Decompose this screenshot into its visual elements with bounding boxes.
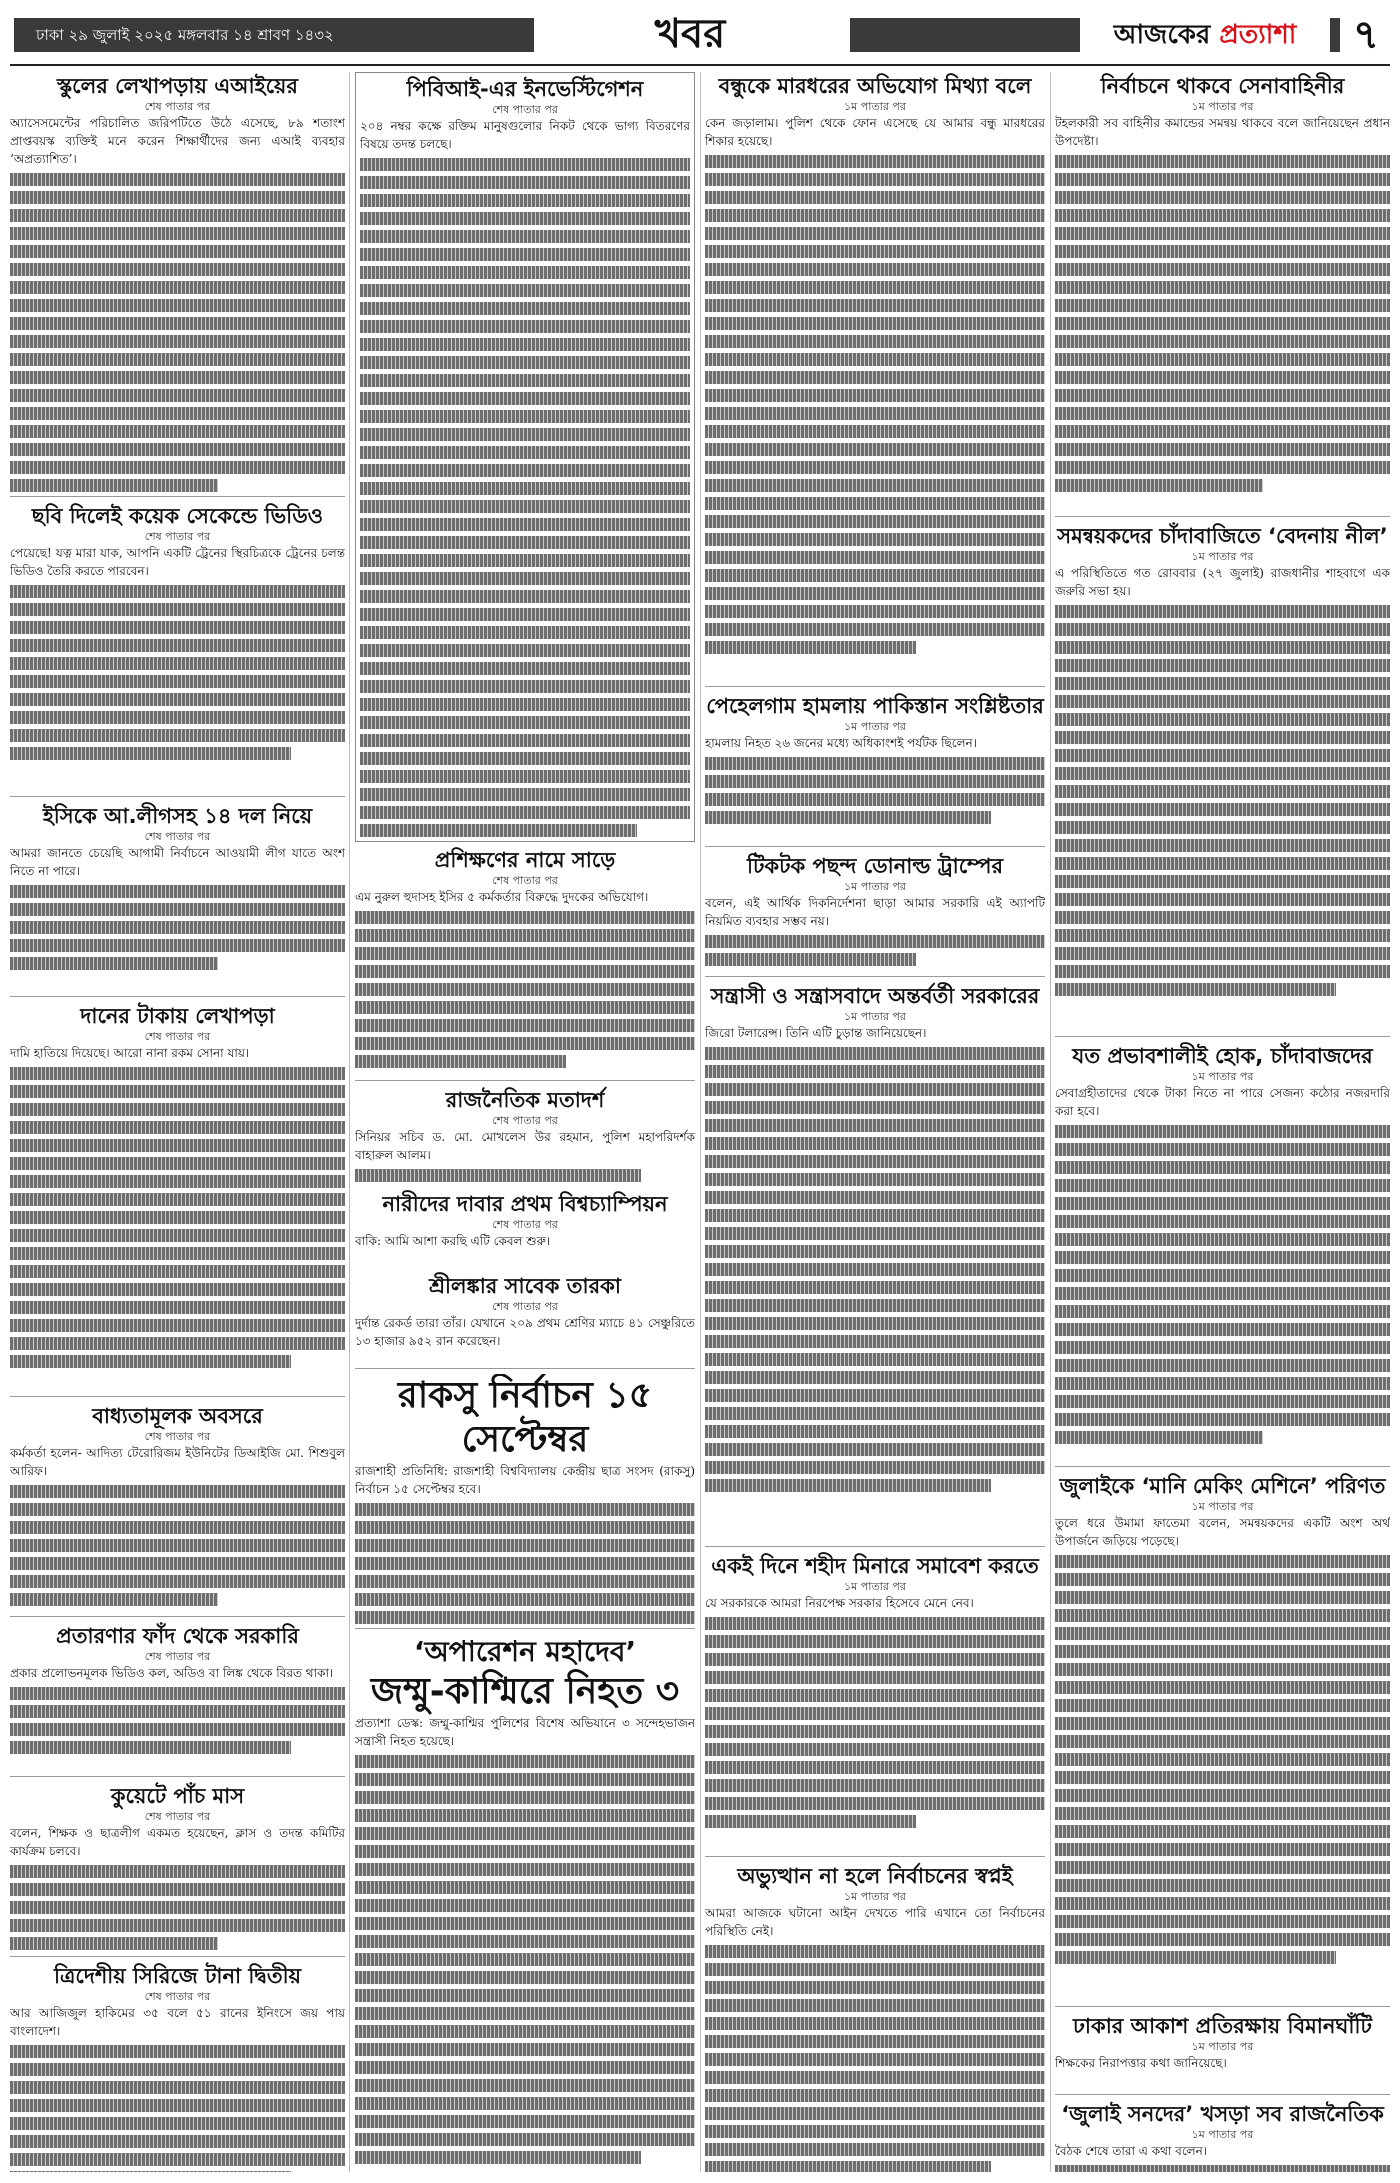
story-text: অ্যাসেসমেন্টের পরিচালিত জরিপটিতে উঠে এসেছে, ৮৯ শতাংশ প্রাপ্তবয়স্ক ব্যক্তিই মনে করেন শিক্ষার্থীদের জন্য এআই ব্যবহার ‘অপ্রত্যাশিত’। (10, 116, 345, 166)
story-body (10, 1485, 345, 1606)
story-body (705, 1945, 1045, 2172)
column-1 (10, 72, 345, 2172)
headline: ‘জুলাই সনদের’ খসড়া সব রাজনৈতিক (1061, 2102, 1384, 2126)
story-text: পেয়েছে! যত্ন মারা যাক, আপনি একটি ট্রেনের স্থিরচিত্রকে ট্রেনের চলন্ত ভিডিও তৈরি করতে পারবেন। (10, 546, 345, 578)
masthead (0, 0, 1400, 64)
story-text: প্রকার প্রলোভনমূলক ভিডিও কল, অডিও বা লিঙ্ক থেকে বিরত থাকা। (10, 1666, 334, 1680)
story-text: দুর্দান্ত রেকর্ড তারা তাঁর। যেখানে ২০৯ প্রথম শ্রেণির ম্যাচে ৪১ সেঞ্চুরিতে ১৩ হাজার ৯৫২ রান করেছেন। (355, 1316, 695, 1348)
jump-label: ১ম পাতার পর (844, 880, 906, 893)
story-body (10, 1067, 345, 1368)
story-body (705, 1617, 1045, 1828)
story-body (705, 155, 1045, 654)
jump-label: ১ম পাতার পর (1191, 1500, 1254, 1513)
story-body (705, 935, 1045, 966)
column-divider (700, 72, 701, 2172)
story-text: দামি হাতিয়ে দিয়েছে। আরো নানা রকম সোনা যায়। (10, 1046, 250, 1060)
story-text: আমরা জানতে চেয়েছি আগামী নির্বাচনে আওয়ামী লীগ যাতে অংশ নিতে না পারে। (10, 846, 345, 878)
page-number: ৭ (1340, 8, 1392, 62)
headline: প্রতারণার ফাঁদ থেকে সরকারি (56, 1624, 299, 1648)
headline: ত্রিদেশীয় সিরিজে টানা দ্বিতীয় (53, 1964, 302, 1988)
story-tiktok-trump (705, 852, 1045, 972)
headline: শ্রীলঙ্কার সাবেক তারকা (429, 1274, 621, 1298)
story-text: বলেন, শিক্ষক ও ছাত্রলীগ একমত হয়েছেন, ক্লাস ও তদন্ত কমিটির কার্যক্রম চলবে। (10, 1826, 345, 1858)
jump-label: শেষ পাতার পর (144, 100, 211, 113)
headline: ইসিকে আ.লীগসহ ১৪ দল নিয়ে (42, 804, 313, 828)
story-donation-study (10, 1002, 345, 1392)
story-text: ২০৪ নম্বর কক্ষে রক্তিম মানুষগুলোর নিকট থেকে ভাগ্য বিতরণের বিষয়ে তদন্ত চলছে। (360, 119, 690, 151)
story-pbi-investigation (355, 72, 695, 842)
story-body (10, 1687, 345, 1754)
story-fraud-trap (10, 1622, 345, 1772)
headline: নারীদের দাবার প্রথম বিশ্বচ্যাম্পিয়ন (382, 1192, 668, 1216)
story-coordinator-extortion (1055, 522, 1390, 1032)
story-body (1055, 2165, 1390, 2172)
dateline: ঢাকা ২৯ জুলাই ২০২৫ মঙ্গলবার ১৪ শ্রাবণ ১৪৩২ (14, 18, 534, 52)
headline: বাধ্যতামূলক অবসরে (92, 1404, 263, 1428)
story-july-charter (1055, 2100, 1390, 2172)
jump-label: শেষ পাতার পর (144, 1430, 211, 1443)
story-text: এ পরিস্থিতিতে গত রোববার (২৭ জুলাই) রাজধানীর শাহবাগে এক জরুরি সভা হয়। (1055, 566, 1390, 598)
story-money-making-machine (1055, 1472, 1390, 2002)
story-body (1055, 1555, 1390, 1964)
story-chess-champion (355, 1190, 695, 1268)
headline: স্কুলের লেখাপড়ায় এআইয়ের (57, 74, 298, 98)
headline: জম্মু-কাশ্মিরে নিহত ৩ (370, 1671, 680, 1712)
headline: ঢাকার আকাশ প্রতিরক্ষায় বিমানঘাঁটি (1073, 2014, 1372, 2038)
story-powerful-extortionists (1055, 1042, 1390, 1462)
brand-part2: প্রত্যাশা (1219, 20, 1297, 50)
headline: দানের টাকায় লেখাপড়া (80, 1004, 275, 1028)
jump-label: ১ম পাতার পর (844, 720, 906, 733)
column-divider (349, 72, 350, 2172)
story-body (705, 757, 1045, 824)
headline: পিবিআই-এর ইনভেস্টিগেশন (406, 77, 644, 101)
story-text: যে সরকারকে আমরা নিরপেক্ষ সরকার হিসেবে মেনে নেব। (705, 1596, 974, 1610)
jump-label: শেষ পাতার পর (492, 1114, 558, 1127)
story-body (705, 1047, 1045, 1492)
story-body (355, 1169, 695, 1182)
story-text: সেবাগ্রহীতাদের থেকে টাকা নিতে না পারে সেজন্য কঠোর নজরদারি করা হবে। (1055, 1086, 1390, 1118)
jump-label: শেষ পাতার পর (144, 830, 211, 843)
section-title: খবর (654, 11, 726, 57)
story-raksu-election (355, 1374, 695, 1624)
jump-label: শেষ পাতার পর (492, 1300, 558, 1313)
story-text: কর্মকর্তা হলেন- আদিত্য টেরোরিজম ইউনিটের ডিআইজি মো. শিশুবুল আরিফ। (10, 1446, 345, 1478)
headline: যত প্রভাবশালীই হোক, চাঁদাবাজদের (1072, 1044, 1373, 1068)
story-uprising-election (705, 1862, 1045, 2172)
headline: বন্ধুকে মারধরের অভিযোগ মিথ্যা বলে (718, 74, 1032, 98)
story-body (1055, 1125, 1390, 1444)
story-text: জিরো টলারেন্স। তিনি এটি চুড়ান্ত জানিয়েছেন। (705, 1026, 927, 1040)
headline: নির্বাচনে থাকবে সেনাবাহিনীর (1100, 74, 1345, 98)
story-text: কেন জড়ালাম। পুলিশ থেকে ফোন এসেছে যে আমার বন্ধু মারধরের শিকার হয়েছে। (705, 116, 1045, 148)
jump-label: ১ম পাতার পর (1191, 100, 1254, 113)
jump-label: ১ম পাতার পর (1191, 550, 1254, 563)
headline: ছবি দিলেই কয়েক সেকেন্ডে ভিডিও (31, 504, 324, 528)
story-text: হামলায় নিহত ২৬ জনের মধ্যে অধিকাংশই পর্যটক ছিলেন। (705, 736, 978, 750)
jump-label: ১ম পাতার পর (844, 100, 906, 113)
story-body (1055, 155, 1390, 492)
story-text: সিনিয়র সচিব ড. মো. মোখলেস উর রহমান, পুলিশ মহাপরিদর্শক বাহারুল আলম। (355, 1130, 695, 1162)
column-2 (355, 72, 695, 2172)
jump-label: শেষ পাতার পর (144, 1030, 211, 1043)
story-training-name (355, 846, 695, 1076)
story-text: আর আজিজুল হাকিমের ৩৫ বলে ৫১ রানের ইনিংসে জয় পায় বাংলাদেশ। (10, 2006, 345, 2038)
headline: একই দিনে শহীদ মিনারে সমাবেশ করতে (711, 1554, 1039, 1578)
column-3 (705, 72, 1045, 2172)
story-body (355, 1755, 695, 2164)
headline: সমন্বয়কদের চাঁদাবাজিতে ‘বেদনায় নীল’ (1057, 524, 1388, 548)
brand-logo (1080, 8, 1330, 62)
story-body (1055, 605, 1390, 996)
story-pahalgam (705, 692, 1045, 842)
story-forced-retirement (10, 1402, 345, 1612)
jump-label: শেষ পাতার পর (144, 1650, 211, 1663)
story-body (355, 911, 695, 1068)
story-text: আমরা আজকে ঘটানো আইন দেখতে পারি এখানে তো নির্বাচনের পরিস্থিতি নেই। (705, 1906, 1045, 1938)
story-shaheed-minar (705, 1552, 1045, 1852)
jump-label: ১ম পাতার পর (844, 1010, 906, 1023)
headline: অভ্যুত্থান না হলে নির্বাচনের স্বপ্নই (737, 1864, 1013, 1888)
story-body (355, 1503, 695, 1624)
headline: পেহেলগাম হামলায় পাকিস্তান সংশ্লিষ্টতার (706, 694, 1044, 718)
jump-label: ১ম পাতার পর (1191, 2128, 1254, 2141)
story-srilanka-star (355, 1272, 695, 1364)
story-dhaka-airbase (1055, 2012, 1390, 2090)
headline: সন্ত্রাসী ও সন্ত্রাসবাদে অন্তর্বর্তী সরকারের (710, 984, 1040, 1008)
jump-label: ১ম পাতার পর (1191, 1070, 1254, 1083)
headline: রাজনৈতিক মতাদর্শ (445, 1088, 605, 1112)
story-tri-series (10, 1962, 345, 2172)
brand-part1: আজকের (1113, 20, 1211, 50)
story-photo-video (10, 502, 345, 792)
jump-label: ১ম পাতার পর (844, 1580, 906, 1593)
jump-label: শেষ পাতার পর (144, 530, 211, 543)
story-ec-14-party (10, 802, 345, 992)
story-text: এম নুরুল হুদাসহ ইসির ৫ কর্মকর্তার বিরুদ্ধে দুদকের অভিযোগ। (355, 890, 649, 904)
column-4 (1055, 72, 1390, 2172)
jump-label: শেষ পাতার পর (492, 1218, 558, 1231)
story-body (10, 585, 345, 760)
header-rule (10, 64, 1390, 66)
jump-label: শেষ পাতার পর (492, 874, 558, 887)
story-body (10, 885, 345, 970)
headline: রাকসু নির্বাচন ১৫ সেপ্টেম্বর (397, 1375, 653, 1460)
headline: টিকটক পছন্দ ডোনাল্ড ট্রাম্পের (746, 854, 1004, 878)
jump-label: ১ম পাতার পর (1191, 2040, 1254, 2053)
story-school-ai (10, 72, 345, 492)
story-text: তুলে ধরে উমামা ফাতেমা বলেন, সমন্বয়কদের একটি অংশ অর্থ উপার্জনে জড়িয়ে পড়েছে। (1055, 1516, 1390, 1548)
story-text: বাকি: আমি আশা করছি এটি কেবল শুরু। (355, 1234, 551, 1248)
story-body (10, 2045, 345, 2172)
story-kuet-five-months (10, 1782, 345, 1952)
story-friend-assault (705, 72, 1045, 682)
story-text: রাজশাহী প্রতিনিধি: রাজশাহী বিশ্ববিদ্যালয় কেন্দ্রীয় ছাত্র সংসদ (রাকসু) নির্বাচন ১৫ সেপ্টেম্বর হবে। (355, 1464, 695, 1496)
story-body (10, 1865, 345, 1950)
headline: জুলাইকে ‘মানি মেকিং মেশিনে’ পরিণত (1059, 1474, 1386, 1498)
story-body (360, 158, 690, 837)
column-divider (1050, 72, 1051, 2172)
story-text: বলেন, এই আর্থিক দিকনির্দেশনা ছাড়া আমার সরকারি এই অ্যাপটি নিয়মিত ব্যবহার সম্ভব নয়। (705, 896, 1045, 928)
kicker: ‘অপারেশন মহাদেব’ (413, 1635, 637, 1668)
jump-label: শেষ পাতার পর (492, 103, 558, 116)
jump-label: শেষ পাতার পর (144, 1990, 211, 2003)
story-kashmir (355, 1634, 695, 2172)
story-text: বৈঠক শেষে তারা এ কথা বলেন। (1055, 2144, 1208, 2158)
story-terror-zero-tolerance (705, 982, 1045, 1542)
jump-label: শেষ পাতার পর (144, 1810, 211, 1823)
story-army-election (1055, 72, 1390, 512)
headline: প্রশিক্ষণের নামে সাড়ে (434, 848, 616, 872)
story-text: টহলকারী সব বাহিনীর কমান্ডের সমন্বয় থাকবে বলে জানিয়েছেন প্রধান উপদেষ্টা। (1055, 116, 1390, 148)
jump-label: ১ম পাতার পর (844, 1890, 906, 1903)
story-body (10, 173, 345, 492)
headline: কুয়েটে পাঁচ মাস (110, 1784, 245, 1808)
story-text: প্রত্যাশা ডেস্ক: জম্মু-কাশ্মির পুলিশের বিশেষ অভিযানে ৩ সন্দেহভাজন সন্ত্রাসী নিহত হয়েছে। (355, 1716, 695, 1748)
story-political-ideology (355, 1086, 695, 1186)
story-text: শিক্ষকের নিরাপত্তার কথা জানিয়েছে। (1055, 2056, 1227, 2070)
